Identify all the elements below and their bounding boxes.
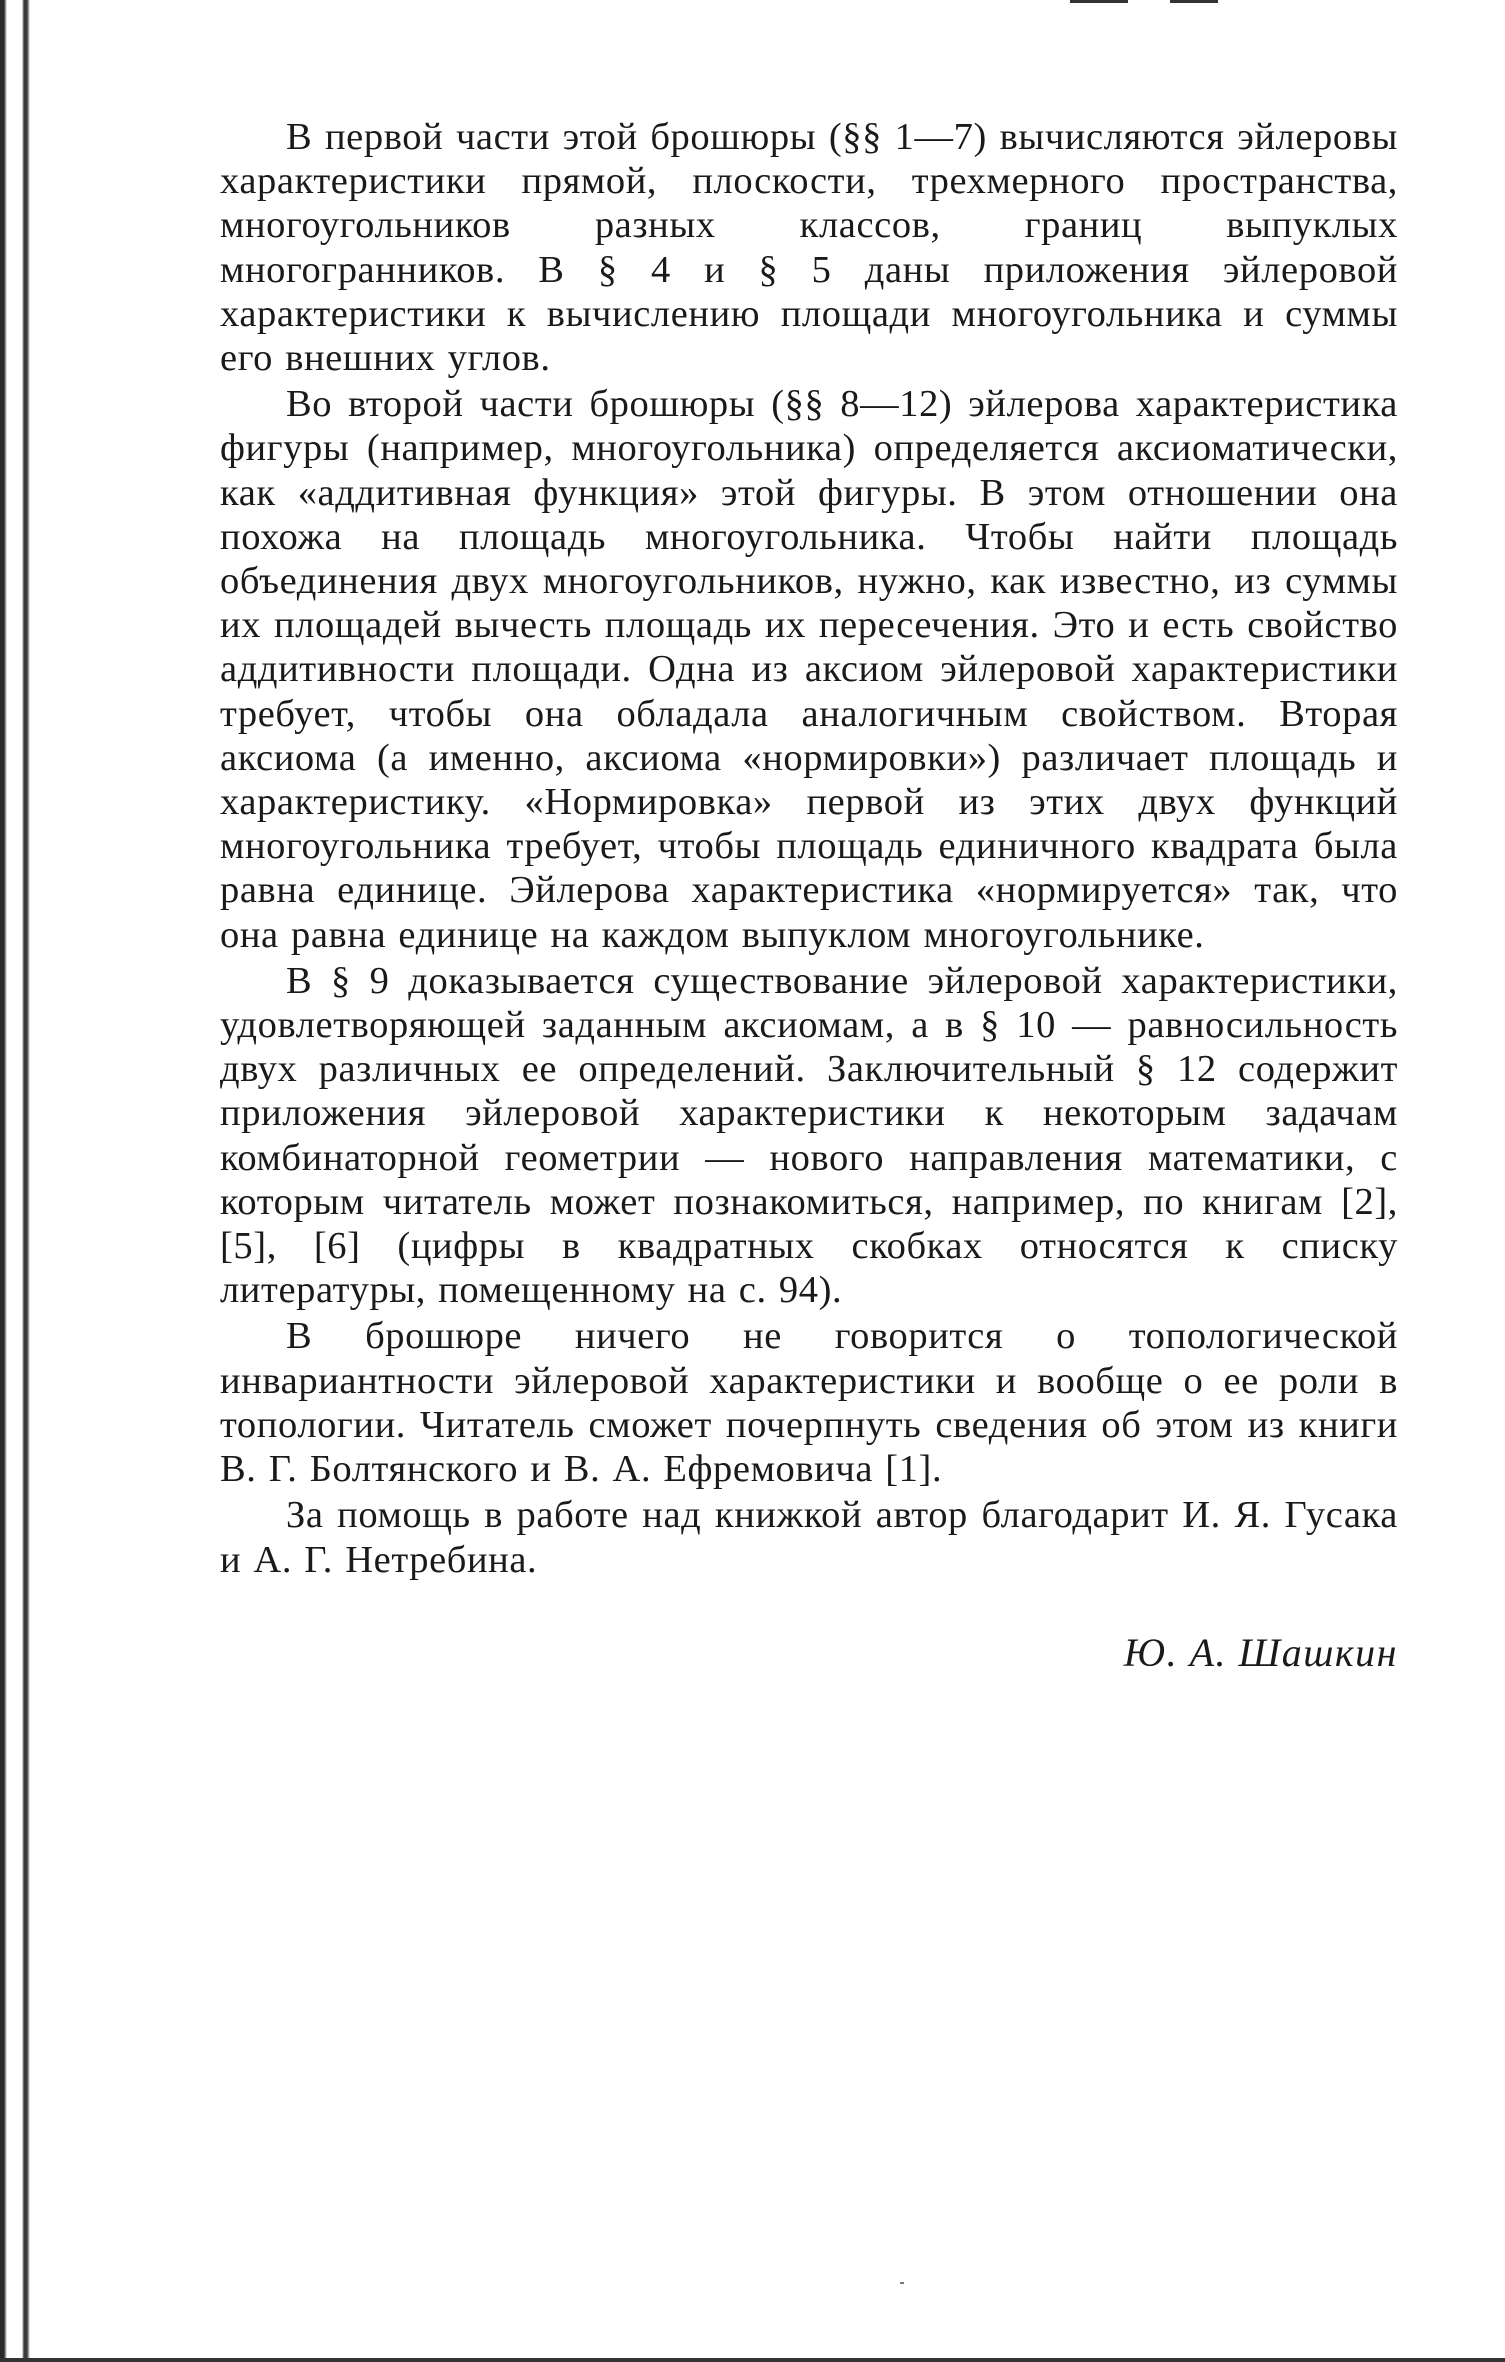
page-binding-edge xyxy=(0,0,30,2362)
preface-text xyxy=(220,115,1398,1676)
paragraph-3: В § 9 доказывается существование эйлеровой характеристики, удовлетворяющей заданным аксиомам, а в § 10 — равносильность двух различных ее определений. Заключительный § 12 содержит приложения эйлеровой характеристики к некоторым задачам комбинаторной геометрии — нового направления математики, с которым читатель может познакомиться, например, по книгам [2], [5], [6] (цифры в квадратных скобках относятся к списку литературы, помещенному на с. 94). xyxy=(220,959,1398,1312)
paragraph-4: В брошюре ничего не говорится о топологической инвариантности эйлеровой характеристики и вообще о ее роли в топологии. Читатель сможет почерпнуть сведения об этом из книги В. Г. Болтянского и В. А. Ефремовича [1]. xyxy=(220,1315,1398,1491)
paragraph-1: В первой части этой брошюры (§§ 1—7) вычисляются эйлеровы характеристики прямой, плоскости, трехмерного пространства, многоугольников разных классов, границ выпуклых многогранников. В § 4 и § 5 даны приложения эйлеровой характеристики к вычислению площади многоугольника и суммы его внешних углов. xyxy=(220,116,1398,380)
page-bottom-edge xyxy=(0,2358,1505,2362)
author-signature: Ю. А. Шашкин xyxy=(1123,1629,1398,1675)
scan-top-marks xyxy=(1070,0,1220,4)
scan-speck xyxy=(900,2282,904,2284)
paragraph-5: За помощь в работе над книжкой автор благодарит И. Я. Гусака и А. Г. Нетребина. xyxy=(220,1494,1398,1581)
paragraph-2: Во второй части брошюры (§§ 8—12) эйлерова характеристика фигуры (например, многоугольника) определяется аксиоматически, как «аддитивная функция» этой фигуры. В этом отношении она похожа на площадь многоугольника. Чтобы найти площадь объединения двух многоугольников, нужно, как известно, из суммы их площадей вычесть площадь их пересечения. Это и есть свойство аддитивности площади. Одна из аксиом эйлеровой характеристики требует, чтобы она обладала аналогичным свойством. Вторая аксиома (а именно, аксиома «нормировки») различает площадь и характеристику. «Нормировка» первой из этих двух функций многоугольника требует, чтобы площадь единичного квадрата была равна единице. Эйлерова характеристика «нормируется» так, что она равна единице на каждом выпуклом многоугольнике. xyxy=(220,383,1398,956)
